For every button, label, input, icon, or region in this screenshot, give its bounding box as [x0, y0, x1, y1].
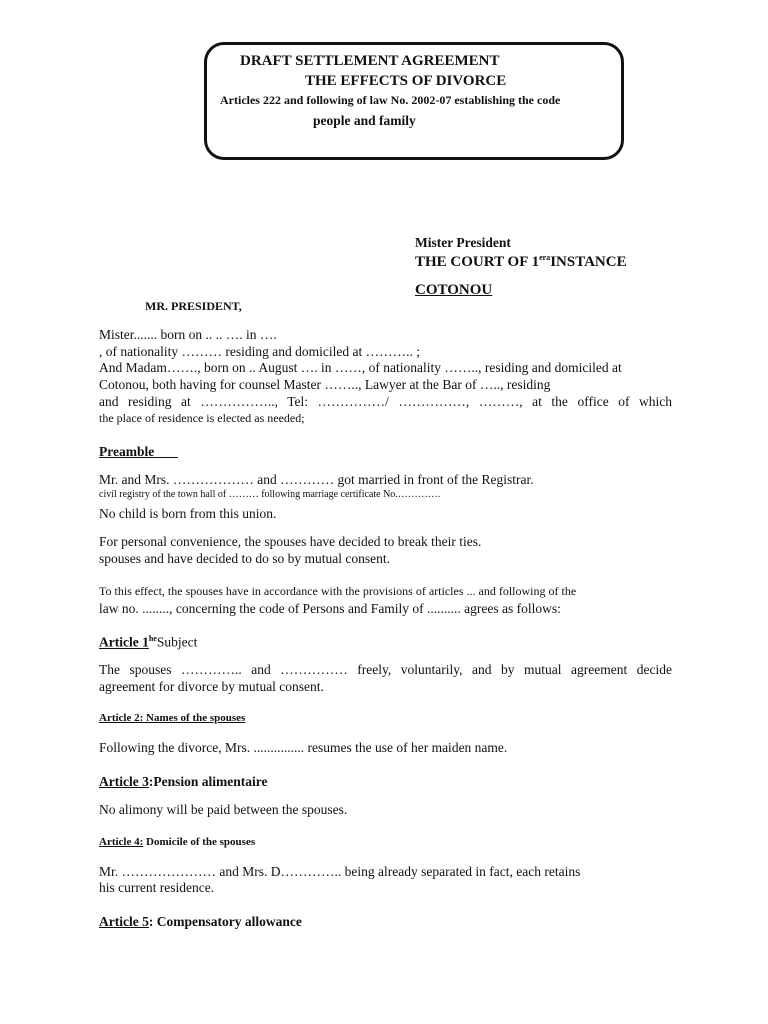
- article-1-label: Article 1: [99, 634, 149, 650]
- parties-line: Mister....... born on .. .. …. in ….: [99, 327, 277, 342]
- document-title: DRAFT SETTLEMENT AGREEMENT: [240, 53, 500, 69]
- article-4-label: Article 4:: [99, 836, 144, 848]
- article-1-heading: [99, 634, 197, 651]
- document-subtitle: THE EFFECTS OF DIVORCE: [305, 73, 507, 89]
- preamble-heading-text: Preamble: [99, 444, 155, 459]
- article-4-title: Domicile of the spouses: [143, 836, 256, 848]
- article-1-text: agreement for divorce by mutual consent.: [99, 679, 324, 694]
- parties-line: And Madam……., born on .. August …. in ……, of nationality …….., residing and domiciled at: [99, 360, 622, 375]
- article-4-heading: [99, 836, 255, 848]
- article-4-text: Mr. ………………… and Mrs. D………….. being already separated in fact, each retains: [99, 864, 581, 879]
- article-1-text: The spouses ………….. and …………… freely, voluntarily, and by mutual agreement decide: [99, 662, 672, 677]
- article-1-sup: he: [148, 634, 157, 643]
- article-3-heading: [99, 774, 267, 790]
- article-2-text: Following the divorce, Mrs. ............... resumes the use of her maiden name.: [99, 740, 508, 755]
- article-2-heading: [99, 712, 245, 724]
- article-5-title: : Compensatory allowance: [148, 914, 302, 929]
- article-3-title: :Pension alimentaire: [148, 774, 268, 789]
- article-3-label: Article 3: [99, 774, 149, 789]
- code-name: people and family: [313, 113, 416, 128]
- court-sup: era: [539, 253, 551, 262]
- article-2-label: Article 2: Names of the spouses: [99, 712, 246, 724]
- law-reference: Articles 222 and following of law No. 2002-07 establishing the code: [220, 93, 561, 107]
- preamble-convenience: For personal convenience, the spouses have decided to break their ties.: [99, 534, 482, 549]
- preamble-heading: [99, 444, 178, 460]
- parties-line: Cotonou, both having for counsel Master …….., Lawyer at the Bar of ….., residing: [99, 377, 551, 392]
- addressee-line2: [415, 253, 627, 271]
- parties-line: the place of residence is elected as needed;: [99, 411, 305, 425]
- court-suffix: INSTANCE: [550, 254, 627, 270]
- preamble-civil-registry: civil registry of the town hall of ……… following marriage certificate No.………….: [99, 489, 441, 500]
- article-5-heading: [99, 914, 302, 930]
- addressee-line1: Mister President: [415, 235, 511, 250]
- preamble-effect: To this effect, the spouses have in accordance with the provisions of articles ... and following of the: [99, 584, 577, 598]
- article-1-title: Subject: [156, 634, 198, 650]
- preamble-effect: law no. ........, concerning the code of Persons and Family of .......... agrees as follows:: [99, 601, 561, 616]
- preamble-married: Mr. and Mrs. ……………… and ………… got married in front of the Registrar.: [99, 472, 534, 487]
- article-4-text: his current residence.: [99, 880, 215, 895]
- preamble-convenience: spouses and have decided to do so by mutual consent.: [99, 551, 390, 566]
- article-5-label: Article 5: [99, 914, 149, 929]
- parties-line: , of nationality ……… residing and domiciled at ……….. ;: [99, 344, 420, 359]
- parties-line: and residing at …………….., Tel: ……………/ ……………, ………, at the office of which: [99, 394, 672, 409]
- salutation: MR. PRESIDENT,: [145, 299, 242, 313]
- preamble-no-child: No child is born from this union.: [99, 506, 277, 521]
- court-prefix: THE COURT OF 1: [415, 254, 540, 270]
- addressee-city: COTONOU: [415, 282, 493, 298]
- article-3-text: No alimony will be paid between the spouses.: [99, 802, 348, 817]
